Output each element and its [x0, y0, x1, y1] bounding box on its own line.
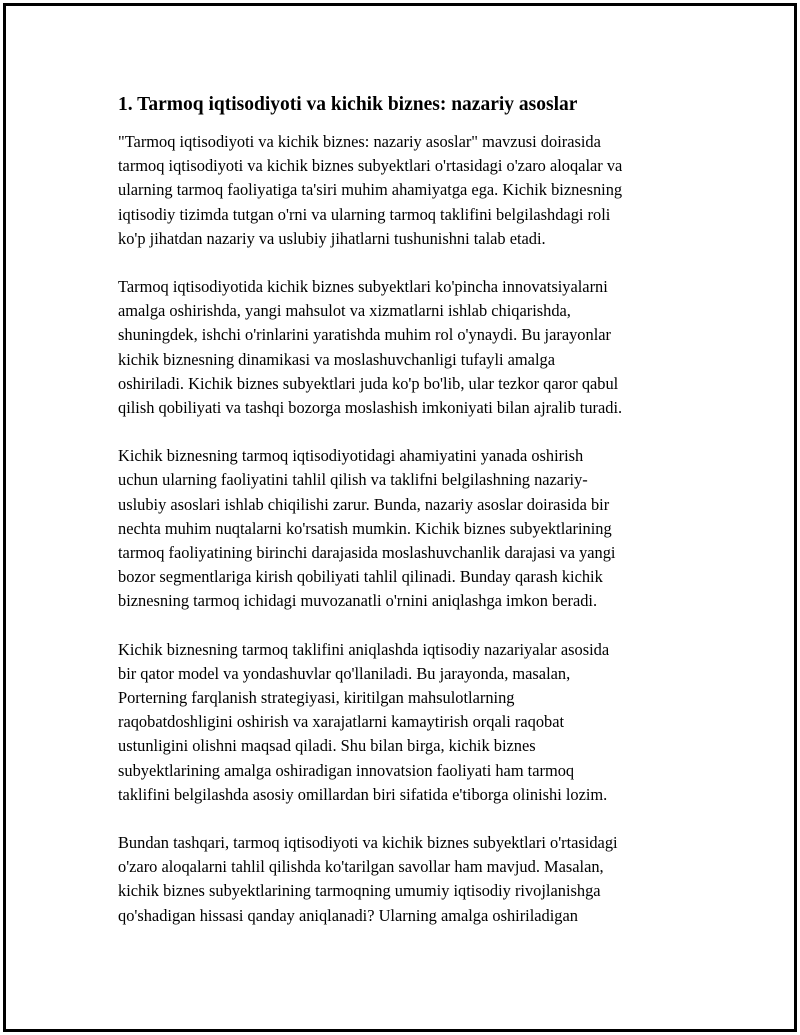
text-line: amalga oshirishda, yangi mahsulot va xizmatlarni ishlab chiqarishda, — [118, 301, 571, 321]
text-line: Bundan tashqari, tarmoq iqtisodiyoti va kichik biznes subyektlari o'rtasidagi — [118, 833, 618, 853]
text-line: kichik biznes subyektlarining tarmoqning umumiy iqtisodiy rivojlanishga — [118, 881, 601, 901]
document-body — [118, 92, 698, 952]
text-line: ustunligini olishni maqsad qiladi. Shu bilan birga, kichik biznes — [118, 736, 536, 756]
text-line: "Tarmoq iqtisodiyoti va kichik biznes: nazariy asoslar" mavzusi doirasida — [118, 132, 601, 151]
text-line: Kichik biznesning tarmoq taklifini aniqlashda iqtisodiy nazariyalar asosida — [118, 639, 610, 659]
paragraph — [118, 130, 698, 251]
text-line: bir qator model va yondashuvlar qo'llaniladi. Bu jarayonda, masalan, — [118, 663, 571, 683]
paragraph — [118, 638, 698, 807]
text-line: biznesning tarmoq ichidagi muvozanatli o'rnini aniqlashga imkon beradi. — [118, 591, 598, 611]
text-line: uchun ularning faoliyatini tahlil qilish va taklifni belgilashning nazariy- — [118, 470, 588, 490]
text-line: qo'shadigan hissasi qanday aniqlanadi? Ularning amalga oshiriladigan — [118, 905, 578, 925]
text-line: ko'p jihatdan nazariy va uslubiy jihatlarni tushunishni talab etadi. — [118, 228, 546, 248]
text-line: subyektlarining amalga oshiradigan innovatsion faoliyati ham tarmoq — [118, 760, 575, 780]
text-line: oshiriladi. Kichik biznes subyektlari juda ko'p bo'lib, ular tezkor qaror qabul — [118, 373, 619, 393]
text-line: shuningdek, ishchi o'rinlarini yaratishda muhim rol o'ynaydi. Bu jarayonlar — [118, 325, 611, 345]
text-line: Tarmoq iqtisodiyotida kichik biznes subyektlari ko'pincha innovatsiyalarni — [118, 277, 608, 297]
paragraph — [118, 831, 698, 928]
text-line: tarmoq faoliyatining birinchi darajasida moslashuvchanlik darajasi va yangi — [118, 543, 616, 563]
text-line: iqtisodiy tizimda tutgan o'rni va ularning tarmoq taklifini belgilashdagi roli — [118, 204, 611, 224]
text-line: qilish qobiliyati va tashqi bozorga moslashish imkoniyati bilan ajralib turadi. — [118, 398, 623, 418]
text-line: tarmoq iqtisodiyoti va kichik biznes subyektlari o'rtasidagi o'zaro aloqalar va — [118, 156, 623, 176]
text-line: kichik biznesning dinamikasi va moslashuvchanligi tufayli amalga — [118, 349, 555, 369]
text-line: ularning tarmoq faoliyatiga ta'siri muhim ahamiyatga ega. Kichik biznesning — [118, 180, 623, 200]
text-line: o'zaro aloqalarni tahlil qilishda ko'tarilgan savollar ham mavjud. Masalan, — [118, 857, 604, 877]
text-line: uslubiy asoslari ishlab chiqilishi zarur. Bunda, nazariy asoslar doirasida bir — [118, 494, 610, 514]
text-line: nechta muhim nuqtalarni ko'rsatish mumkin. Kichik biznes subyektlarining — [118, 518, 612, 538]
text-line: bozor segmentlariga kirish qobiliyati tahlil qilinadi. Bunday qarash kichik — [118, 567, 603, 587]
text-line: Porterning farqlanish strategiyasi, kiritilgan mahsulotlarning — [118, 688, 515, 708]
paragraph — [118, 444, 698, 613]
paragraph — [118, 275, 698, 420]
text-line: taklifini belgilashda asosiy omillardan biri sifatida e'tiborga olinishi lozim. — [118, 784, 608, 804]
text-line: Kichik biznesning tarmoq iqtisodiyotidagi ahamiyatini yanada oshirish — [118, 446, 584, 466]
section-heading: 1. Tarmoq iqtisodiyoti va kichik biznes: nazariy asoslar — [118, 94, 578, 115]
text-line: raqobatdoshligini oshirish va xarajatlarni kamaytirish orqali raqobat — [118, 712, 565, 732]
